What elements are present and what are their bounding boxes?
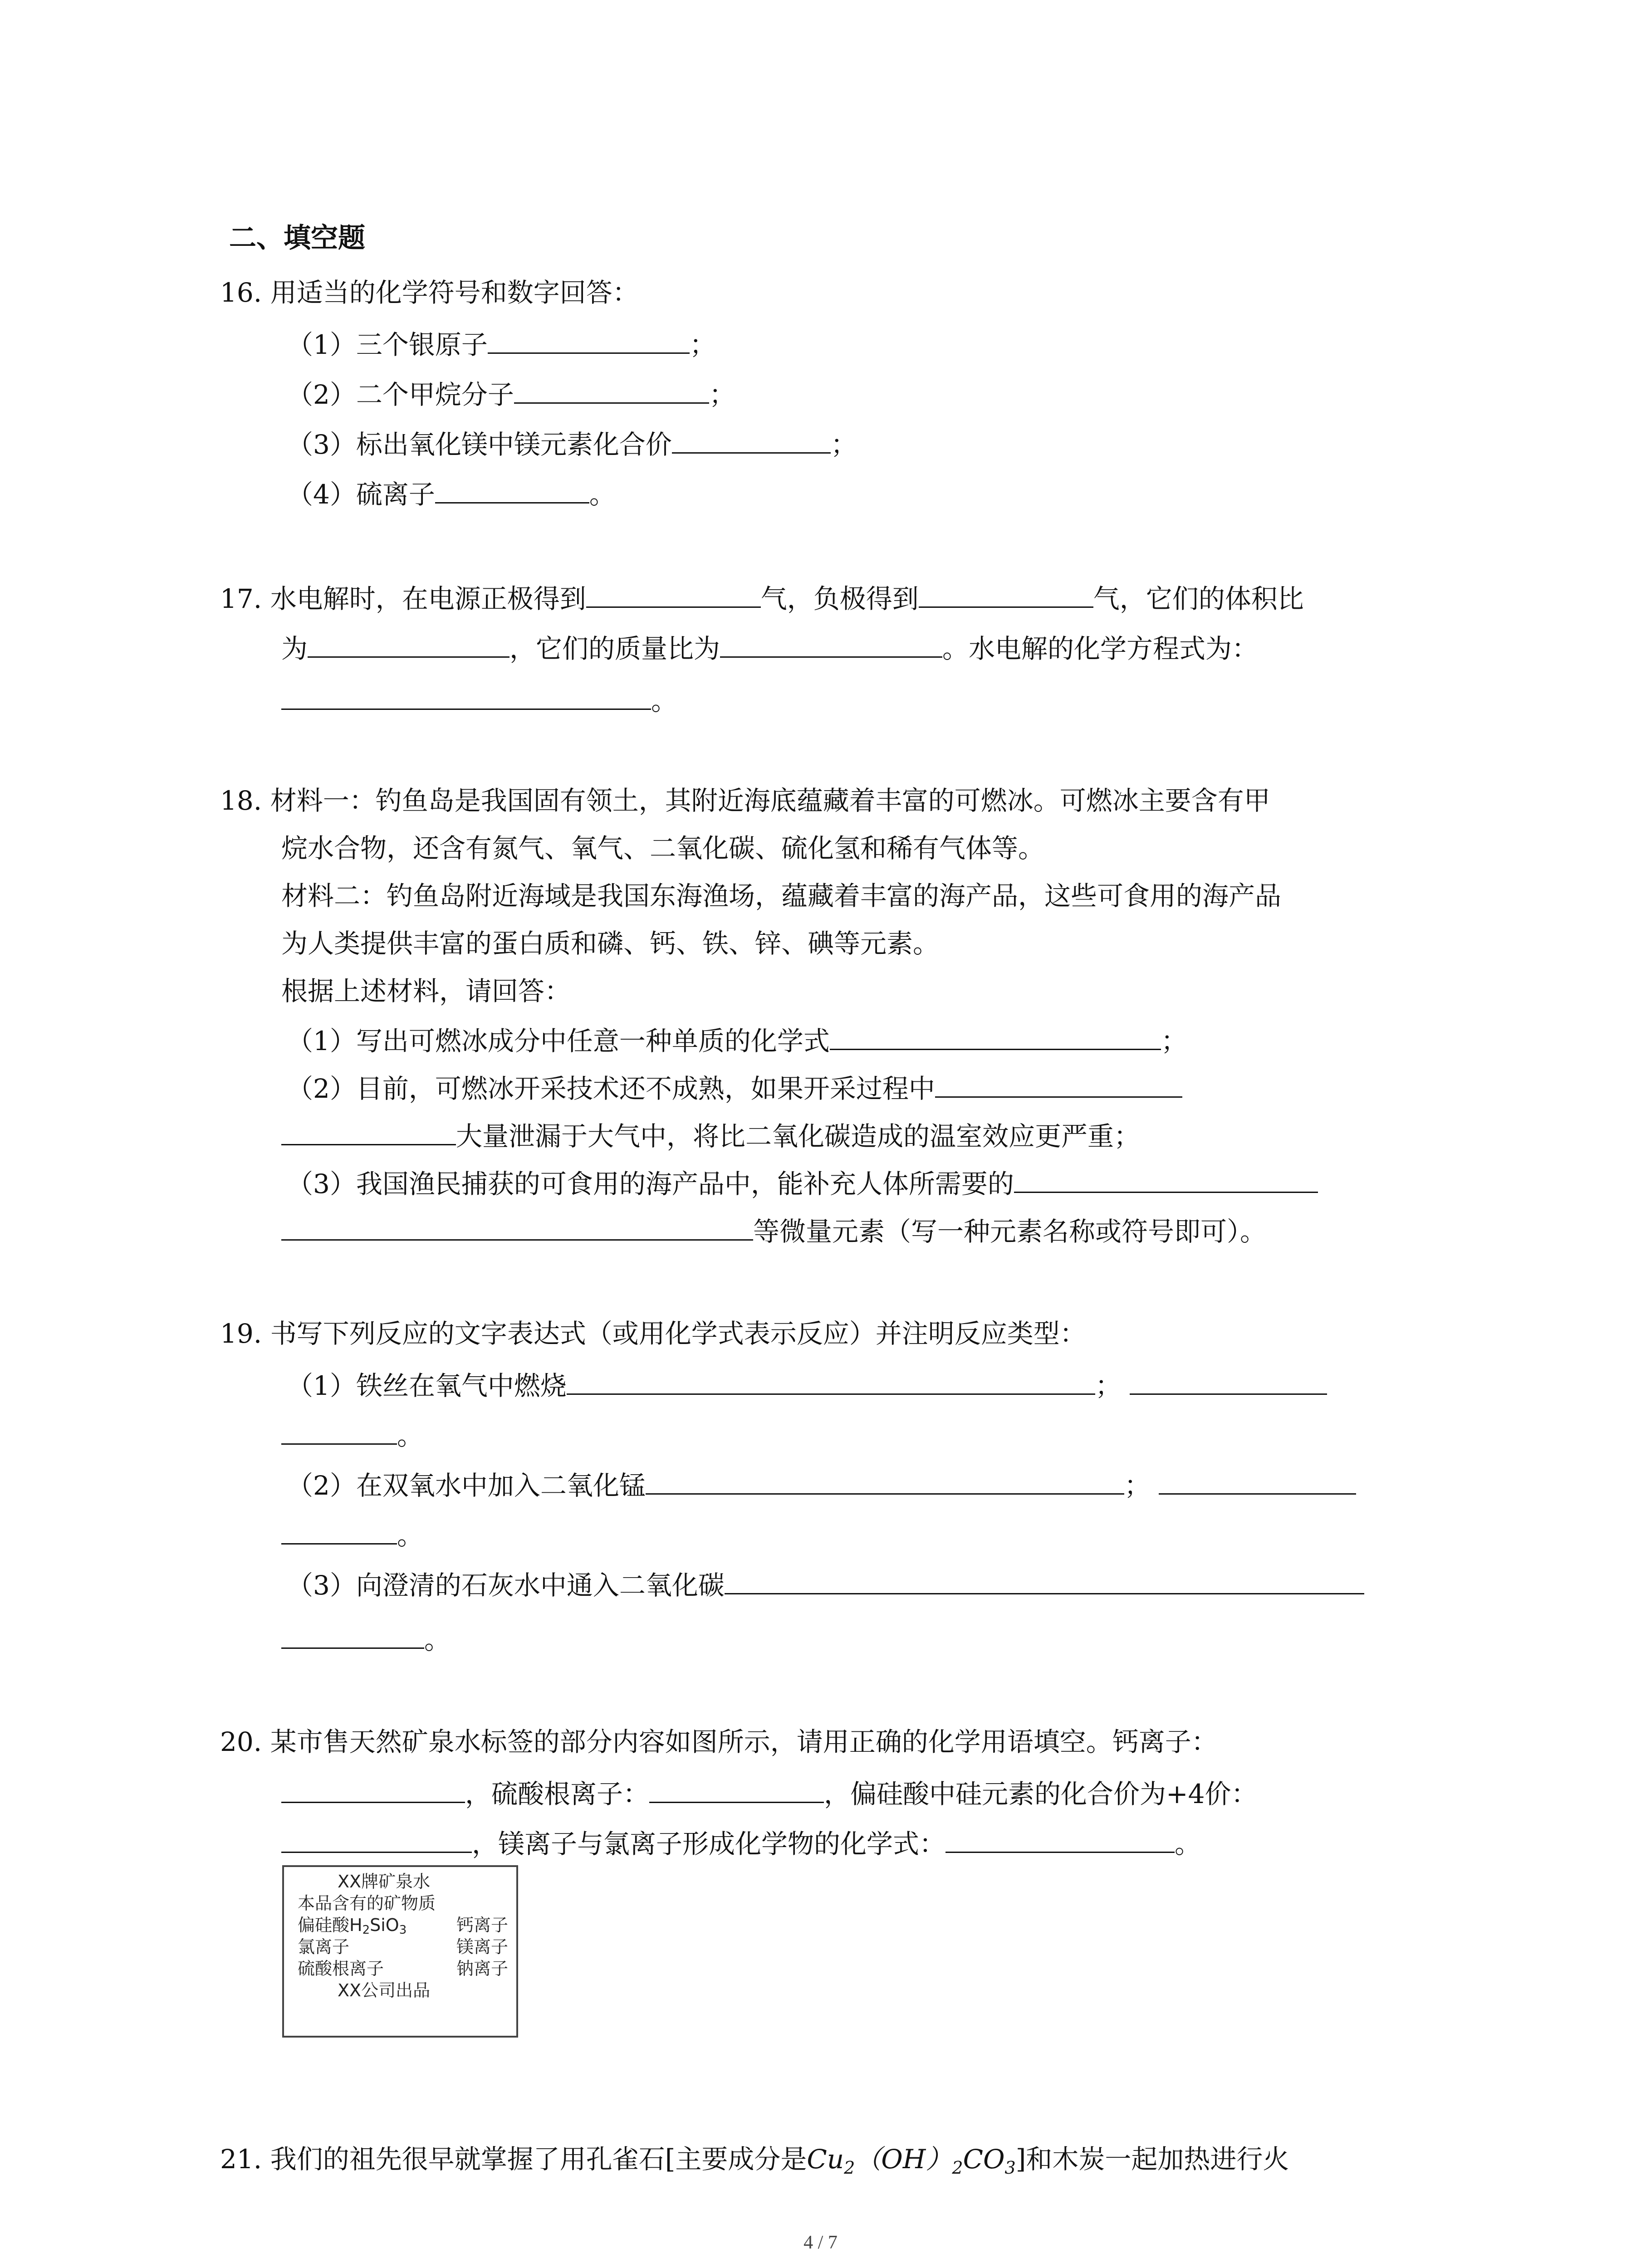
q19-item-2-end [281,1515,423,1554]
question-text: 。 [651,685,678,716]
q18-item-2-line-1 [287,1068,1182,1107]
label-row-1-right: 钙离子 [456,1915,509,1935]
question-text: 水电解时，在电源正极得到 [270,583,586,614]
label-row-3-right: 钠离子 [456,1959,509,1979]
item-text: 大量泄漏于大气中，将比二氧化碳造成的温室效应更严重； [456,1121,1141,1152]
page-number: 4 / 7 [803,2232,838,2253]
question-18-material-1-line-2: 烷水合物，还含有氮气、氧气、二氧化碳、硫化氢和稀有气体等。 [281,833,1045,864]
answer-blank-expression[interactable] [567,1365,1095,1395]
item-text: （2）目前，可燃冰开采技术还不成熟，如果开采过程中 [287,1073,935,1104]
answer-blank-expression[interactable] [725,1565,1364,1594]
question-number: 21. [220,2144,262,2175]
answer-blank[interactable] [830,1021,1161,1050]
label-row-1-left: 偏硅酸$H_2SiO_3$ [298,1915,407,1937]
answer-blank[interactable] [281,680,651,710]
question-text: 。水电解的化学方程式为： [942,633,1259,664]
q18-item-3-line-2 [281,1211,1266,1250]
question-18-ask: 根据上述材料，请回答： [281,976,571,1007]
q16-item-4 [287,474,616,513]
question-text: ，偏硅酸中硅元素的化合价为+4价： [824,1779,1258,1809]
question-20-line-1 [220,1724,1218,1760]
question-text: 。 [1175,1828,1201,1859]
q19-item-1 [287,1365,1327,1404]
answer-blank[interactable] [586,578,761,608]
question-20-line-3 [281,1823,1201,1862]
question-number: 16. [220,277,262,308]
item-text: （1）铁丝在氧气中燃烧 [287,1370,567,1401]
question-text: 气，负极得到 [760,583,919,614]
mineral-water-label-figure [282,1865,518,2038]
item-text: （3）我国渔民捕获的可食用的海产品中，能补充人体所需要的 [287,1168,1014,1199]
question-text: 材料一：钓鱼岛是我国固有领土，其附近海底蕴藏着丰富的可燃冰。可燃冰主要含有甲 [270,785,1270,816]
label-footer: XX公司出品 [338,1980,431,2000]
q18-item-2-line-2 [281,1116,1140,1154]
answer-blank[interactable] [672,424,831,454]
question-19-stem [220,1315,1086,1352]
answer-blank[interactable] [649,1774,824,1803]
question-number: 18. [220,785,262,816]
question-text: 某市售天然矿泉水标签的部分内容如图所示，请用正确的化学用语填空。钙离子： [270,1726,1218,1757]
label-row-3-left: 硫酸根离子 [298,1959,384,1979]
question-21-line-1 [220,2141,1289,2186]
question-18-material-2-line-1: 材料二：钓鱼岛附近海域是我国东海渔场，蕴藏着丰富的海产品，这些可食用的海产品 [281,880,1282,911]
question-20-line-2 [281,1774,1258,1812]
question-text: 为 [281,633,308,664]
section-heading: 二、填空题 [229,222,365,254]
label-title: XX牌矿泉水 [338,1872,431,1892]
question-17-line-2 [281,628,1258,667]
item-text: （3）向澄清的石灰水中通入二氧化碳 [287,1570,725,1601]
item-text: 等微量元素（写一种元素名称或符号即可）。 [753,1216,1267,1247]
question-number: 20. [220,1726,262,1757]
answer-blank[interactable] [281,1774,465,1803]
question-text: 用适当的化学符号和数字回答： [270,277,639,308]
question-text: 我们的祖先很早就掌握了用孔雀石[主要成分是 [270,2144,807,2175]
question-17-line-3 [281,680,677,719]
question-text: ，它们的质量比为 [509,633,720,664]
q19-item-2 [287,1465,1356,1504]
question-text: 气，它们的体积比 [1093,583,1304,614]
question-text: 书写下列反应的文字表达式（或用化学式表示反应）并注明反应类型： [270,1318,1086,1349]
label-row-2-right: 镁离子 [456,1937,509,1957]
q19-item-3-end [281,1619,451,1658]
answer-blank[interactable] [514,374,709,404]
answer-blank-type[interactable] [281,1515,397,1545]
answer-blank[interactable] [919,578,1093,608]
item-end: ； [830,429,857,460]
q16-item-3 [287,424,857,463]
question-18-material-1-line-1 [220,782,1270,819]
answer-blank[interactable] [435,474,589,503]
answer-blank-type[interactable] [281,1619,424,1649]
item-end: ； [1161,1026,1187,1056]
item-end: ； [689,329,716,360]
answer-blank[interactable] [720,628,942,658]
answer-blank-type[interactable] [1159,1465,1356,1495]
formula-malachite: $Cu_2(OH)_2CO_3$ [807,2144,1016,2178]
answer-blank-type[interactable] [281,1415,397,1445]
answer-blank[interactable] [281,1116,456,1145]
label-row-2-left: 氯离子 [298,1937,350,1957]
item-end: 。 [397,1420,424,1451]
item-text: （3）标出氧化镁中镁元素化合价 [287,429,672,460]
item-text: （4）硫离子 [287,479,435,510]
answer-blank-type[interactable] [1130,1365,1327,1395]
item-text: （2）在双氧水中加入二氧化锰 [287,1470,646,1501]
answer-blank[interactable] [1014,1163,1318,1193]
question-text: ，镁离子与氯离子形成化学物的化学式： [472,1828,946,1859]
item-end: 。 [397,1520,424,1551]
q19-item-1-end [281,1415,423,1454]
answer-blank-expression[interactable] [646,1465,1124,1495]
item-text: （2）二个甲烷分子 [287,379,514,410]
answer-blank[interactable] [945,1823,1175,1853]
question-number: 17. [220,583,262,614]
item-sep: ； [1095,1370,1122,1401]
question-16-stem [220,274,639,311]
answer-blank[interactable] [308,628,509,658]
answer-blank[interactable] [281,1823,472,1853]
q19-item-3 [287,1565,1364,1603]
label-subtitle: 本品含有的矿物质 [298,1893,436,1913]
question-number: 19. [220,1318,262,1349]
item-text: （1）三个银原子 [287,329,488,360]
q18-item-1 [287,1021,1187,1059]
answer-blank[interactable] [935,1068,1182,1098]
q18-item-3-line-1 [287,1163,1318,1202]
question-17-line-1 [220,578,1304,617]
question-text: ，硫酸根离子： [465,1779,650,1809]
question-18-material-2-line-2: 为人类提供丰富的蛋白质和磷、钙、铁、锌、碘等元素。 [281,928,940,959]
item-end: ； [709,379,735,410]
q16-item-2 [287,374,735,413]
question-text: ]和木炭一起加热进行火 [1015,2144,1289,2175]
q16-item-1 [287,324,716,363]
item-sep: ； [1124,1470,1151,1501]
item-end: 。 [589,479,616,510]
item-text: （1）写出可燃冰成分中任意一种单质的化学式 [287,1026,830,1056]
answer-blank[interactable] [281,1211,753,1241]
item-end: 。 [424,1624,451,1655]
answer-blank[interactable] [488,324,690,354]
